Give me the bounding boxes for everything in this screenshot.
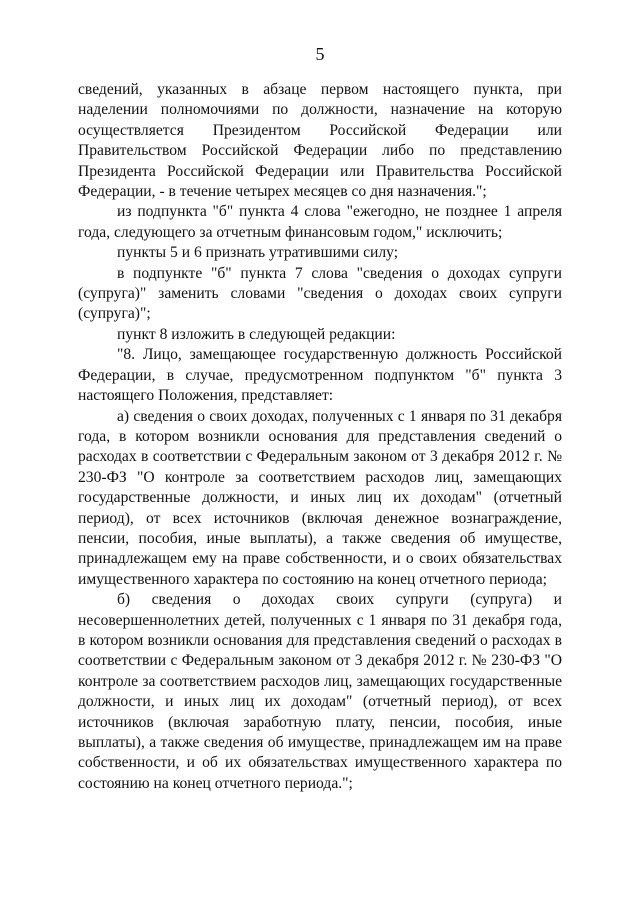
paragraph-amendment-item-7: в подпункте "б" пункта 7 слова "сведения о доходах супруги (супруга)" заменить словами "сведения о доходах своих супруги (супруга)"; bbox=[78, 264, 562, 323]
paragraph-item-8: "8. Лицо, замещающее государственную должность Российской Федерации, в случае, предусмотренном подпунктом "б" пункта 3 настоящего Положения, представляет: bbox=[78, 346, 562, 405]
paragraph-subitem-a: а) сведения о своих доходах, полученных с 1 января по 31 декабря года, в котором возникли основания для представления сведений о расходах в соответствии с Федеральным законом от 3 декабря 2012 г. № 230-ФЗ "О контроле за соответствием расходов лиц, замещающих государственные должности, и иных лиц их доходам" (отчетный период), от всех источников (включая денежное вознаграждение, пенсии, пособия, иные выплаты), а также сведения об имуществе, принадлежащем ему на праве собственности, и о своих обязательствах имущественного характера по состоянию на конец отчетного периода; bbox=[78, 407, 562, 588]
paragraph-subitem-b: б) сведения о доходах своих супруги (супруга) и несовершеннолетних детей, полученных с 1 января по 31 декабря года, в котором возникли основания для представления сведений о расходах в соответствии с Федеральным законом от 3 декабря 2012 г. № 230-ФЗ "О контроле за соответствием расходов лиц, замещающих государственные должности, и иных лиц их доходам" (отчетный период), от всех источников (включая заработную плату, пенсии, пособия, иные выплаты), а также сведения об имуществе, принадлежащем им на праве собственности, и об их обязательствах имущественного характера по состоянию на конец отчетного периода."; bbox=[78, 591, 562, 792]
page-number: 5 bbox=[315, 44, 325, 64]
document-body bbox=[78, 80, 562, 794]
paragraph-items-5-6: пункты 5 и 6 признать утратившими силу; bbox=[117, 244, 399, 262]
paragraph-item-8-intro: пункт 8 изложить в следующей редакции: bbox=[117, 325, 396, 343]
paragraph-amendment-item-4: из подпункта "б" пункта 4 слова "ежегодно, не позднее 1 апреля года, следующего за отчетным финансовым годом," исключить; bbox=[78, 203, 562, 241]
paragraph-continuation: сведений, указанных в абзаце первом настоящего пункта, при наделении полномочиями по должности, назначение на которую осуществляется Президентом Российской Федерации или Правительством Российской Федерации либо по представлению Президента Российской Федерации или Правительства Российской Федерации, - в течение четырех месяцев со дня назначения."; bbox=[78, 81, 562, 201]
